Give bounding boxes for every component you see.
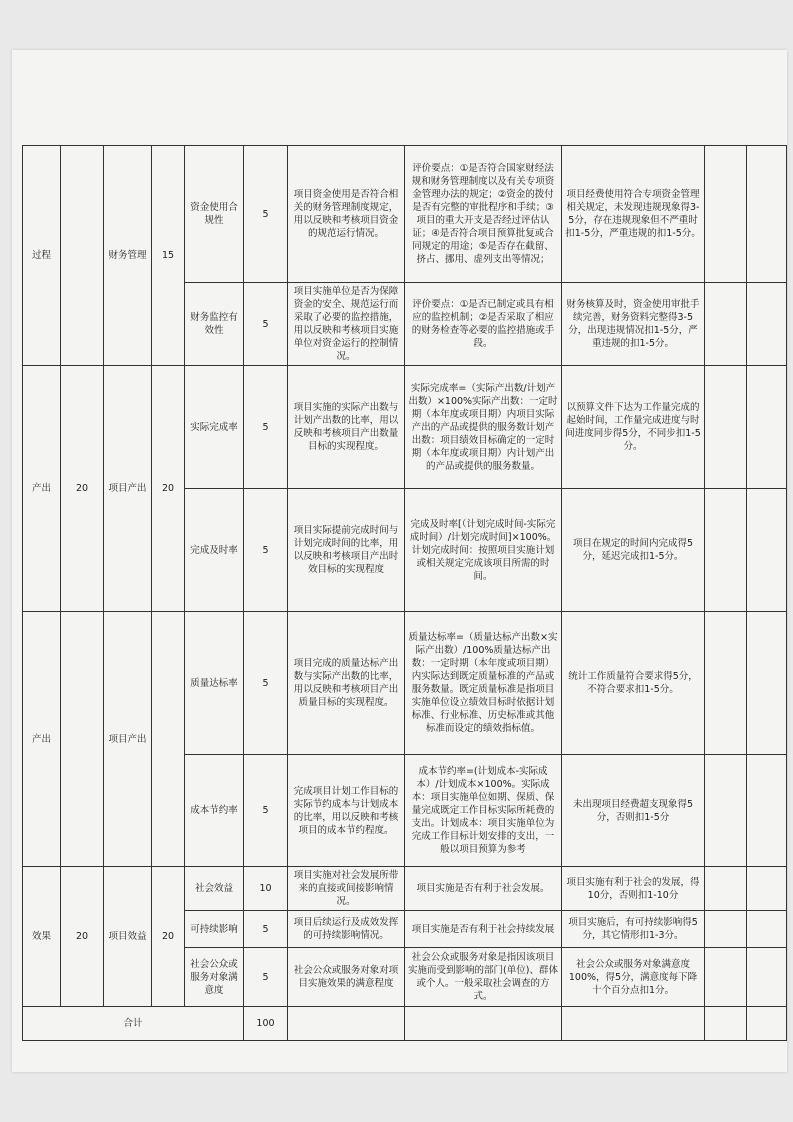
scoring-method: 以预算文件下达为工作量完成的起始时间，工作量完成进度与时间进度同步得5分，不同步扣1-5分。 xyxy=(562,366,705,489)
level3-score: 5 xyxy=(244,366,288,489)
score-cell xyxy=(705,948,747,1007)
empty-cell xyxy=(562,1007,705,1041)
score-cell xyxy=(705,366,747,489)
level3-indicator: 完成及时率 xyxy=(185,489,244,612)
evaluation-criteria: 项目实施是否有利于社会持续发展 xyxy=(405,911,562,948)
remark-cell xyxy=(747,283,787,366)
evaluation-criteria: 评价要点：①是否已制定或具有相应的监控机制；②是否采取了相应的财务检查等必要的监控措施或手段。 xyxy=(405,283,562,366)
scoring-method: 项目经费使用符合专项资金管理相关规定，未发现违规现象得3-5分，存在违规现象但不严重时扣1-5分，严重违规的扣1-5分。 xyxy=(562,146,705,283)
table-row xyxy=(23,612,787,755)
level1-indicator: 效果 xyxy=(23,867,61,1007)
indicator-explanation: 项目实施的实际产出数与计划产出数的比率，用以反映和考核项目产出数量目标的实现程度。 xyxy=(288,366,405,489)
level2-indicator: 项目产出 xyxy=(104,366,152,612)
evaluation-criteria: 项目实施是否有利于社会发展。 xyxy=(405,867,562,911)
level1-score xyxy=(61,146,104,366)
table-row xyxy=(23,146,787,283)
level3-indicator: 可持续影响 xyxy=(185,911,244,948)
scoring-method: 社会公众或服务对象满意度100%，得5分，满意度每下降十个百分点扣1分。 xyxy=(562,948,705,1007)
indicator-explanation: 项目后续运行及成效发挥的可持续影响情况。 xyxy=(288,911,405,948)
indicator-explanation: 项目实施单位是否为保障资金的安全、规范运行而采取了必要的监控措施，用以反映和考核项目实施单位对资金运行的控制情况。 xyxy=(288,283,405,366)
level3-score: 5 xyxy=(244,755,288,867)
table-row xyxy=(23,366,787,489)
total-label: 合计 xyxy=(23,1007,244,1041)
remark-cell xyxy=(747,867,787,911)
remark-cell xyxy=(747,755,787,867)
scoring-method: 财务核算及时，资金使用审批手续完善，财务资料完整得3-5分，出现违规情况扣1-5分，严重违规的扣1-5分。 xyxy=(562,283,705,366)
scoring-method: 未出现项目经费超支现象得5分，否则扣1-5分 xyxy=(562,755,705,867)
level1-indicator: 产出 xyxy=(23,366,61,612)
level3-score: 5 xyxy=(244,948,288,1007)
score-cell xyxy=(705,489,747,612)
scoring-method: 项目实施后，有可持续影响得5分，其它情形扣1-3分。 xyxy=(562,911,705,948)
level2-score: 20 xyxy=(152,366,185,612)
level2-indicator: 项目产出 xyxy=(104,612,152,867)
scoring-method: 项目实施有利于社会的发展，得10分，否则扣1-10分 xyxy=(562,867,705,911)
evaluation-criteria: 评价要点：①是否符合国家财经法规和财务管理制度以及有关专项资金管理办法的规定；②资金的拨付是否有完整的审批程序和手续；③项目的重大开支是否经过评估认证；④是否符合项目预算批复或合同规定的用途；⑤是否存在截留、挤占、挪用、虚列支出等情况； xyxy=(405,146,562,283)
evaluation-criteria: 社会公众或服务对象是指因该项目实施而受到影响的部门(单位)、群体或个人。一般采取社会调查的方式。 xyxy=(405,948,562,1007)
scoring-method: 统计工作质量符合要求得5分，不符合要求扣1-5分。 xyxy=(562,612,705,755)
level1-score xyxy=(61,612,104,867)
level2-indicator: 财务管理 xyxy=(104,146,152,366)
level2-score xyxy=(152,612,185,867)
indicator-explanation: 完成项目计划工作目标的实际节约成本与计划成本的比率，用以反映和考核项目的成本节约程度。 xyxy=(288,755,405,867)
remark-cell xyxy=(747,489,787,612)
score-cell xyxy=(705,867,747,911)
indicator-explanation: 项目完成的质量达标产出数与实际产出数的比率，用以反映和考核项目产出质量目标的实现程度。 xyxy=(288,612,405,755)
empty-cell xyxy=(747,1007,787,1041)
performance-evaluation-table xyxy=(22,145,787,1041)
level3-score: 5 xyxy=(244,911,288,948)
indicator-explanation: 社会公众或服务对象对项目实施效果的满意程度 xyxy=(288,948,405,1007)
level3-score: 5 xyxy=(244,489,288,612)
level3-score: 5 xyxy=(244,146,288,283)
score-cell xyxy=(705,146,747,283)
score-cell xyxy=(705,283,747,366)
level2-score: 20 xyxy=(152,867,185,1007)
level3-indicator: 成本节约率 xyxy=(185,755,244,867)
total-row xyxy=(23,1007,787,1041)
empty-cell xyxy=(705,1007,747,1041)
level3-indicator: 质量达标率 xyxy=(185,612,244,755)
remark-cell xyxy=(747,366,787,489)
indicator-explanation: 项目实施对社会发展所带来的直接或间接影响情况。 xyxy=(288,867,405,911)
remark-cell xyxy=(747,612,787,755)
level3-score: 10 xyxy=(244,867,288,911)
remark-cell xyxy=(747,911,787,948)
level3-indicator: 实际完成率 xyxy=(185,366,244,489)
indicator-explanation: 项目资金使用是否符合相关的财务管理制度规定，用以反映和考核项目资金的规范运行情况。 xyxy=(288,146,405,283)
level3-indicator: 社会效益 xyxy=(185,867,244,911)
level1-indicator: 产出 xyxy=(23,612,61,867)
total-score: 100 xyxy=(244,1007,288,1041)
level3-indicator: 财务监控有效性 xyxy=(185,283,244,366)
level2-score: 15 xyxy=(152,146,185,366)
level3-score: 5 xyxy=(244,283,288,366)
evaluation-criteria: 成本节约率=(计划成本-实际成本）/计划成本×100%。实际成本：项目实施单位如期、保质、保量完成既定工作目标实际所耗费的支出。计划成本：项目实施单位为完成工作目标计划安排的支出，一般以项目预算为参考 xyxy=(405,755,562,867)
level1-score: 20 xyxy=(61,366,104,612)
remark-cell xyxy=(747,146,787,283)
evaluation-criteria: 完成及时率[（计划完成时间-实际完成时间）/计划完成时间]×100%。计划完成时间：按照项目实施计划或相关规定完成该项目所需的时间。 xyxy=(405,489,562,612)
table-row xyxy=(23,867,787,911)
level1-indicator: 过程 xyxy=(23,146,61,366)
remark-cell xyxy=(747,948,787,1007)
score-cell xyxy=(705,911,747,948)
evaluation-criteria: 质量达标率=（质量达标产出数×实际产出数）/100%质量达标产出数：一定时期（本年度或项目期）内实际达到既定质量标准的产品或服务数量。既定质量标准是指项目实施单位设立绩效目标时依据计划标准、行业标准、历史标准或其他标准而设定的绩效指标值。 xyxy=(405,612,562,755)
scoring-method: 项目在规定的时间内完成得5分，延迟完成扣1-5分。 xyxy=(562,489,705,612)
score-cell xyxy=(705,755,747,867)
level3-indicator: 资金使用合规性 xyxy=(185,146,244,283)
empty-cell xyxy=(288,1007,405,1041)
empty-cell xyxy=(405,1007,562,1041)
level1-score: 20 xyxy=(61,867,104,1007)
level3-score: 5 xyxy=(244,612,288,755)
evaluation-criteria: 实际完成率=（实际产出数/计划产出数）×100%实际产出数：一定时期（本年度或项目期）内项目实际产出的产品或提供的服务数计划产出数：项目绩效目标确定的一定时期（本年度或项目期）内计划产出的产品或提供的服务数量。 xyxy=(405,366,562,489)
score-cell xyxy=(705,612,747,755)
level3-indicator: 社会公众或服务对象满意度 xyxy=(185,948,244,1007)
level2-indicator: 项目效益 xyxy=(104,867,152,1007)
indicator-explanation: 项目实际提前完成时间与计划完成时间的比率，用以反映和考核项目产出时效目标的实现程度 xyxy=(288,489,405,612)
